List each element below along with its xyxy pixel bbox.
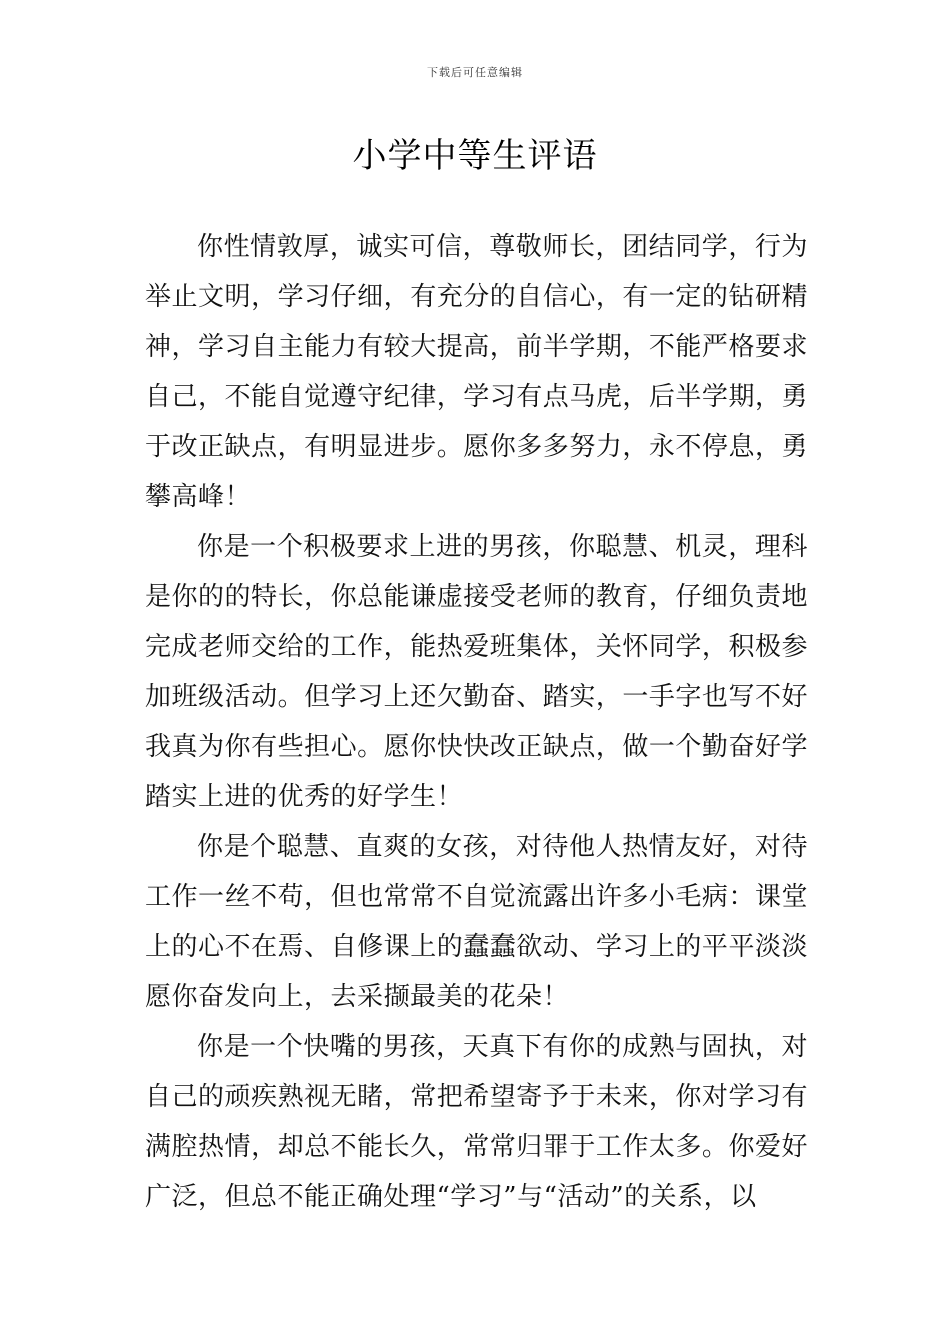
- document-body: [145, 222, 808, 1222]
- paragraph-1: 你性情敦厚，诚实可信，尊敬师长，团结同学，行为举止文明，学习仔细，有充分的自信心，有一定的钻研精神，学习自主能力有较大提高，前半学期，不能严格要求自己，不能自觉遵守纪律，学习有点马虎，后半学期，勇于改正缺点，有明显进步。愿你多多努力，永不停息，勇攀高峰！: [145, 232, 808, 512]
- document-title: 小学中等生评语: [352, 136, 598, 176]
- paragraph-3: 你是个聪慧、直爽的女孩，对待他人热情友好，对待工作一丝不苟，但也常常不自觉流露出许多小毛病：课堂上的心不在焉、自修课上的蠢蠢欲动、学习上的平平淡淡愿你奋发向上，去采撷最美的花朵！: [145, 832, 808, 1012]
- header-note: 下载后可任意编辑: [427, 66, 523, 79]
- paragraph-4: 你是一个快嘴的男孩，天真下有你的成熟与固执，对自己的顽疾熟视无睹，常把希望寄予于未来，你对学习有满腔热情，却总不能长久，常常归罪于工作太多。你爱好广泛，但总不能正确处理“学习”与“活动”的关系，以: [145, 1032, 808, 1212]
- paragraph-2: 你是一个积极要求上进的男孩，你聪慧、机灵，理科是你的的特长，你总能谦虚接受老师的教育，仔细负责地完成老师交给的工作，能热爱班集体，关怀同学，积极参加班级活动。但学习上还欠勤奋、踏实，一手字也写不好我真为你有些担心。愿你快快改正缺点，做一个勤奋好学踏实上进的优秀的好学生！: [145, 532, 808, 812]
